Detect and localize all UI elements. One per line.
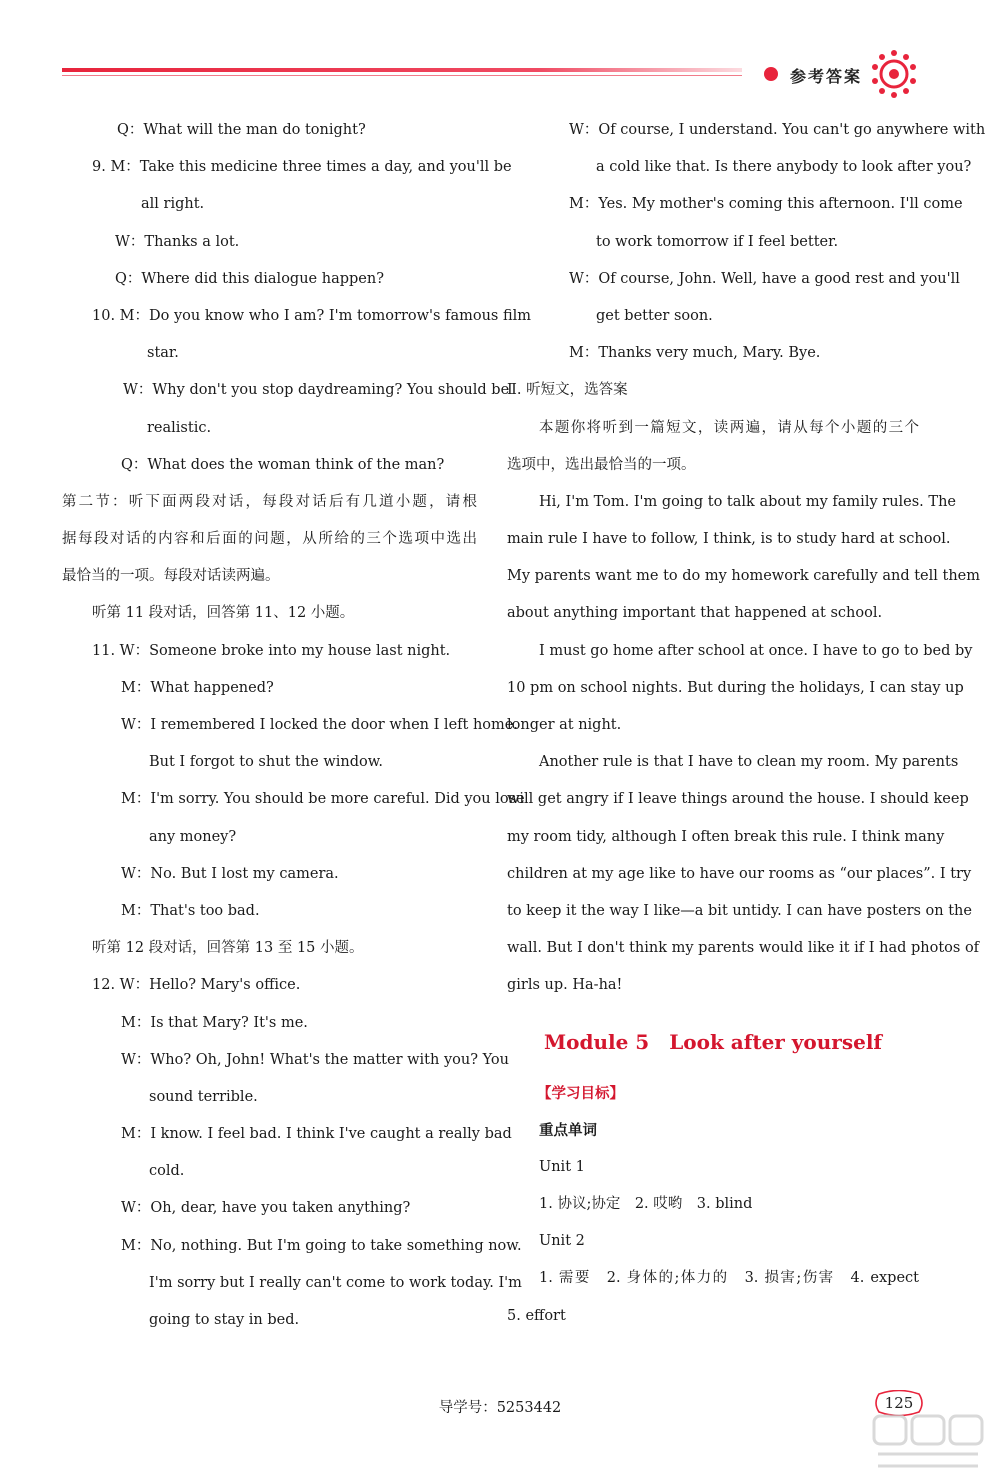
text-line: M：I'm sorry. You should be more careful. Did you lose — [121, 791, 525, 808]
text-line: Q：What will the man do tonight? — [117, 122, 366, 138]
text-line: M：That's too bad. — [121, 902, 260, 919]
guide-number: 导学号：5253442 — [438, 1400, 562, 1416]
page-number: 125 — [884, 1394, 914, 1412]
text-line: M：What happened? — [121, 679, 274, 696]
text-line: Another rule is that I have to clean my room. My parents — [539, 754, 959, 771]
text-line: all right. — [141, 196, 205, 213]
text-line: Q：Where did this dialogue happen? — [115, 270, 384, 287]
text-line: 1. 协议;协定 2. 哎哟 3. blind — [539, 1196, 753, 1213]
text-line: 9. M：Take this medicine three times a day, and you'll be — [92, 159, 512, 176]
text-line: I must go home after school at once. I have to go to bed by — [539, 642, 973, 659]
text-line: 12. W：Hello? Mary's office. — [92, 977, 301, 994]
text-line: Q：What does the woman think of the man? — [121, 456, 445, 473]
text-line: cold. — [149, 1163, 185, 1180]
text-line: star. — [147, 345, 179, 362]
text-line: My parents want me to do my homework carefully and tell them — [507, 568, 980, 585]
watermark-icon — [870, 1412, 988, 1474]
learning-goals-tag: 【学习目标】 — [537, 1084, 624, 1102]
text-line: girls up. Ha-ha! — [507, 977, 623, 994]
text-line: any money? — [149, 828, 237, 845]
text-line: W：Of course, I understand. You can't go anywhere with — [569, 122, 986, 138]
text-line: W：No. But I lost my camera. — [121, 865, 339, 882]
module-heading — [507, 1011, 919, 1073]
text-line: But I forgot to shut the window. — [149, 754, 384, 771]
text-line: W：Thanks a lot. — [115, 233, 240, 250]
text-line: a cold like that. Is there anybody to look after you? — [596, 159, 972, 176]
text-line: will get angry if I leave things around the house. I should keep — [507, 791, 969, 808]
text-line: sound terrible. — [149, 1088, 258, 1105]
text-line: realistic. — [147, 419, 212, 436]
text-line: M：I know. I feel bad. I think I've caught a really bad — [121, 1126, 512, 1143]
text-line: W：I remembered I locked the door when I left home. — [121, 717, 518, 733]
header-title: 参考答案 — [790, 67, 863, 86]
left-column — [62, 112, 532, 1339]
text-line: to keep it the way I like—a bit untidy. I can have posters on the — [507, 902, 972, 919]
text-line: 1. 需要 2. 身体的;体力的 3. 损害;伤害 4. expect — [539, 1270, 919, 1287]
text-line: 10. M：Do you know who I am? I'm tomorrow's famous film — [92, 307, 532, 324]
text-line: main rule I have to follow, I think, is to study hard at school. — [507, 531, 951, 548]
header-rule — [62, 68, 742, 72]
text-line: going to stay in bed. — [149, 1312, 300, 1328]
section-heading: Ⅱ. 听短文，选答案 — [507, 382, 628, 399]
text-line: W：Who? Oh, John! What's the matter with you? You — [121, 1051, 509, 1068]
text-line: 5. effort — [507, 1307, 566, 1324]
key-words-heading: 重点单词 — [539, 1121, 597, 1139]
text-line: M：No, nothing. But I'm going to take something now. — [121, 1237, 522, 1254]
flower-logo-icon — [868, 48, 920, 100]
text-line: to work tomorrow if I feel better. — [596, 233, 839, 250]
text-line: 据每段对话的内容和后面的问题，从所给的三个选项中选出 — [62, 531, 477, 548]
module-title: Look after yourself — [669, 1029, 883, 1054]
text-line: get better soon. — [596, 307, 713, 324]
text-line: wall. But I don't think my parents would like it if I had photos of — [507, 940, 980, 957]
text-line: 本题你将听到一篇短文，读两遍，请从每个小题的三个 — [539, 419, 919, 436]
unit-label: Unit 1 — [539, 1158, 585, 1175]
text-line: 听第 12 段对话，回答第 13 至 15 小题。 — [92, 940, 364, 957]
header-bullet — [764, 67, 778, 81]
text-line: I'm sorry but I really can't come to work today. I'm — [149, 1274, 522, 1291]
text-line: W：Oh, dear, have you taken anything? — [121, 1200, 411, 1217]
text-line: 选项中，选出最恰当的一项。 — [507, 456, 696, 473]
header-rule-thin — [62, 75, 742, 76]
text-line: W：Why don't you stop daydreaming? You should be — [123, 382, 510, 399]
text-line: longer at night. — [507, 717, 622, 733]
right-column — [507, 112, 986, 1335]
text-line: Hi, I'm Tom. I'm going to talk about my family rules. The — [539, 493, 956, 510]
text-line: my room tidy, although I often break this rule. I think many — [507, 828, 945, 845]
text-line: M：Is that Mary? It's me. — [121, 1014, 308, 1031]
text-line: about anything important that happened at school. — [507, 605, 883, 622]
text-line: 11. W：Someone broke into my house last night. — [92, 642, 451, 659]
text-line: children at my age like to have our rooms as “our places”. I try — [507, 865, 972, 882]
text-line: M：Yes. My mother's coming this afternoon. I'll come — [569, 196, 963, 213]
text-line: W：Of course, John. Well, have a good rest and you'll — [569, 270, 960, 287]
unit-label: Unit 2 — [539, 1233, 585, 1250]
text-line: 10 pm on school nights. But during the holidays, I can stay up — [507, 679, 964, 696]
text-line: 第二节：听下面两段对话，每段对话后有几道小题，请根 — [62, 493, 477, 510]
text-line: 最恰当的一项。每段对话读两遍。 — [62, 568, 280, 585]
text-line: M：Thanks very much, Mary. Bye. — [569, 345, 821, 362]
module-number: Module 5 — [543, 1029, 650, 1054]
text-line: 听第 11 段对话，回答第 11、12 小题。 — [92, 605, 355, 622]
